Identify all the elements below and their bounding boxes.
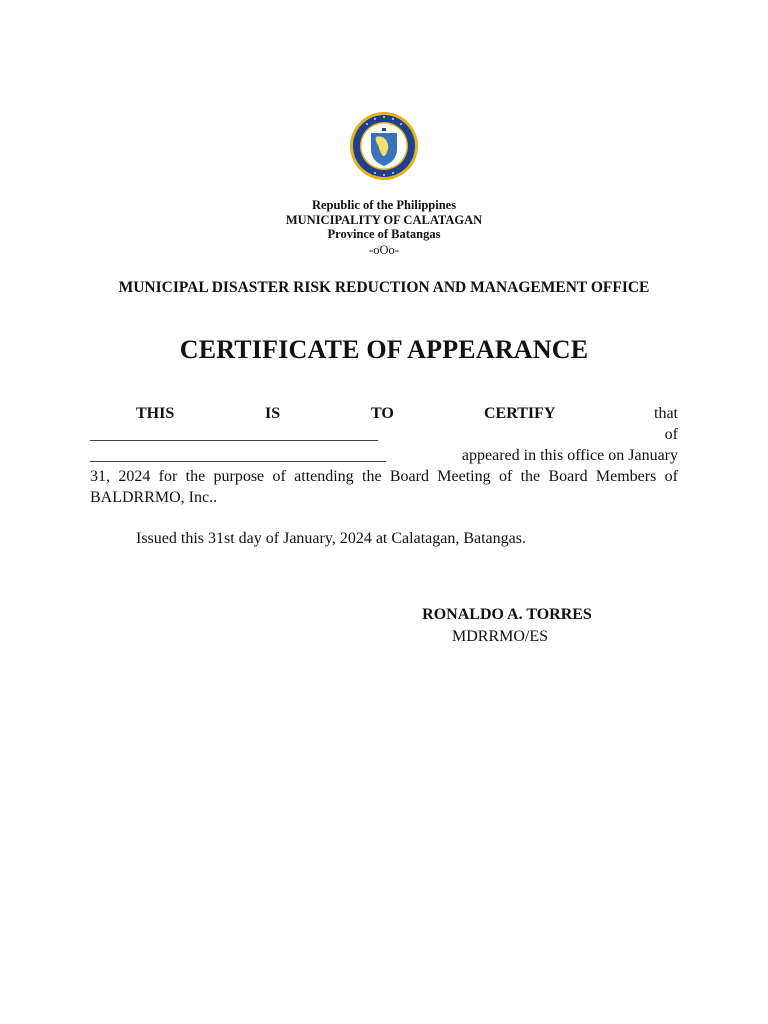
issued-statement: Issued this 31st day of January, 2024 at Calatagan, Batangas. [136, 530, 526, 547]
municipal-seal-icon [349, 111, 419, 181]
header-separator: -oOo- [369, 242, 399, 257]
seal-graphic [349, 111, 419, 181]
word-of: of [664, 426, 678, 443]
body-line-4: 31, 2024 for the purpose of attending the Board Meeting of the Board Members of [90, 468, 678, 485]
word-that: that [654, 405, 678, 422]
name-blank-line: ____________________________________ [90, 426, 378, 443]
appeared-text: appeared in this office on January [461, 447, 678, 464]
header-republic: Republic of the Philippines [311, 198, 457, 212]
office-name: MUNICIPAL DISASTER RISK REDUCTION AND MANAGEMENT OFFICE [118, 279, 650, 296]
address-blank-line: _____________________________________ [90, 447, 386, 464]
word-to: TO [371, 405, 394, 422]
word-is: IS [265, 405, 281, 422]
signatory-position: MDRRMO/ES [451, 628, 549, 645]
header-province: Province of Batangas [327, 227, 441, 241]
signatory-name: RONALDO A. TORRES [422, 606, 592, 623]
document-header [0, 198, 768, 257]
body-line-5: BALDRRMO, Inc.. [90, 489, 218, 506]
word-certify: CERTIFY [484, 405, 556, 422]
header-municipality: MUNICIPALITY OF CALATAGAN [285, 212, 483, 227]
certificate-title: CERTIFICATE OF APPEARANCE [179, 335, 589, 364]
word-this: THIS [136, 405, 175, 422]
